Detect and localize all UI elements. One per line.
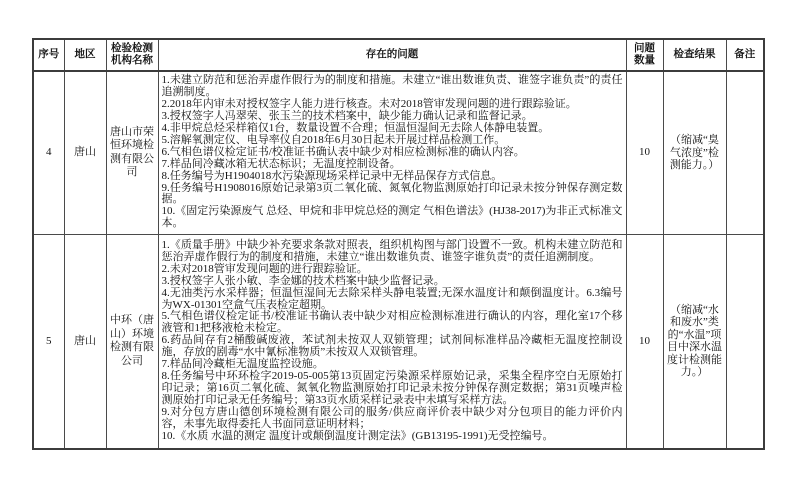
problem-item: 4.无油类污水采样器；恒温恒湿间无去除采样头静电装置;无深水温度计和颠倒温度计。6.3编号为WX-01301空盒气压表检定超期。: [161, 286, 623, 311]
problem-item: 10.《水质 水温的测定 温度计或颠倒温度计测定法》(GB13195-1991)无受控编号。: [161, 429, 554, 442]
row-seq: 4: [33, 71, 64, 234]
problem-item: 4.非甲烷总烃采样箱仅1台，数量设置不合理；恒温恒湿间无去除人体静电装置。: [161, 121, 550, 134]
row-problem-count: 10: [626, 234, 663, 449]
problem-item: 5.气相色谱仪检定证书/校准证书确认表中缺少对相应检测标准进行确认的内容，理化室17个移液管和1把移液枪未检定。: [161, 310, 623, 335]
row-region: 唐山: [64, 234, 106, 449]
problem-item: 3.授权签字人张小敏、李金娜的技术档案中缺少监督记录。: [161, 274, 445, 287]
problem-item: 9.任务编号H1908016原始记录第3页二氧化硫、氮氧化物监测原始打印记录未按分钟保存测定数据。: [161, 181, 623, 206]
inspection-table: [32, 38, 765, 450]
table-row: [33, 71, 764, 234]
table-header-row: [33, 39, 764, 71]
problem-item: 1.《质量手册》中缺少补充要求条款对照表，组织机构图与部门设置不一致。机构未建立防范和惩治弄虚作假行为的制度和措施，未建立“谁出数谁负责、谁签字谁负责”的责任追溯制度。: [161, 239, 623, 263]
row-remark: [726, 71, 764, 234]
problem-item: 6.药品间存有2桶酸碱废液，苯试剂未按双人双锁管理；试剂间标准样品冷藏柜无温度控制设施，存放的剧毒“水中氰标准物质”未按双人双锁管理。: [161, 334, 623, 359]
problem-item: 2.未对2018管审发现问题的进行跟踪验证。: [161, 262, 368, 275]
header-org-name: 检验检测机构名称: [106, 39, 158, 71]
table-row: [33, 234, 764, 449]
header-remark: 备注: [726, 39, 764, 71]
problem-item: 7.样品间冷藏冰箱无状态标识；无温度控制设备。: [161, 157, 401, 170]
row-problems: [158, 71, 626, 234]
row-check-result: （缩减“臭气浓度”检测能力。）: [663, 71, 726, 234]
problem-item: 7.样品间冷藏柜无温度监控设施。: [161, 358, 324, 371]
row-region: 唐山: [64, 71, 106, 234]
header-problem-count: 问题数量: [626, 39, 663, 71]
header-check-result: 检查结果: [663, 39, 726, 71]
header-seq: 序号: [33, 39, 64, 71]
row-problem-count: 10: [626, 71, 663, 234]
problem-item: 6.气相色谱仪检定证书/校准证书确认表中缺少对相应检测标准的确认内容。: [161, 145, 525, 158]
row-org-name: 中环（唐山）环境检测有限公司: [106, 234, 158, 449]
problem-item: 1.未建立防范和惩治弄虚作假行为的制度和措施。未建立“谁出数谁负责、谁签字谁负责”的责任追溯制度。: [161, 74, 623, 99]
problem-item: 9.对分包方唐山德创环境检测有限公司的服务/供应商评价表中缺少对分包项目的能力评价内容，未事先取得委托人书面同意证明材料；: [161, 405, 623, 430]
row-check-result: （缩减“水和废水”类的“水温”项目中深水温度计检测能力。）: [663, 234, 726, 449]
problem-item: 8.任务编号中环环检字2019-05-005第13页固定污染源采样原始记录，采集全程序空白无原始打印记录；第16页二氧化硫、氮氧化物监测原始打印记录未按分钟保存测定数据；第31页噪声检测原始打印记录无任务编号；第33页水质采样记录表中未填写采样方法。: [161, 370, 623, 406]
header-problems: 存在的问题: [158, 39, 626, 71]
problem-item: 10.《固定污染源废气 总烃、甲烷和非甲烷总烃的测定 气相色谱法》(HJ38-2017)为非正式标准文本。: [161, 205, 623, 230]
row-org-name: 唐山市荣恒环境检测有限公司: [106, 71, 158, 234]
problem-item: 8.任务编号为H1904018水污染源现场采样记录中无样品保存方式信息。: [161, 169, 503, 182]
problem-item: 3.授权签字人冯翠荣、张玉兰的技术档案中，缺少能力确认记录和监督记录。: [161, 110, 533, 123]
row-problems: [158, 234, 626, 449]
problem-item: 2.2018年内审未对授权签字人能力进行核查。未对2018管审发现问题的进行跟踪验证。: [161, 98, 577, 111]
row-seq: 5: [33, 234, 64, 449]
row-remark: [726, 234, 764, 449]
header-region: 地区: [64, 39, 106, 71]
problem-item: 5.溶解氧测定仪、电导率仪自2018年6月30日起未开展过样品检测工作。: [161, 133, 506, 146]
